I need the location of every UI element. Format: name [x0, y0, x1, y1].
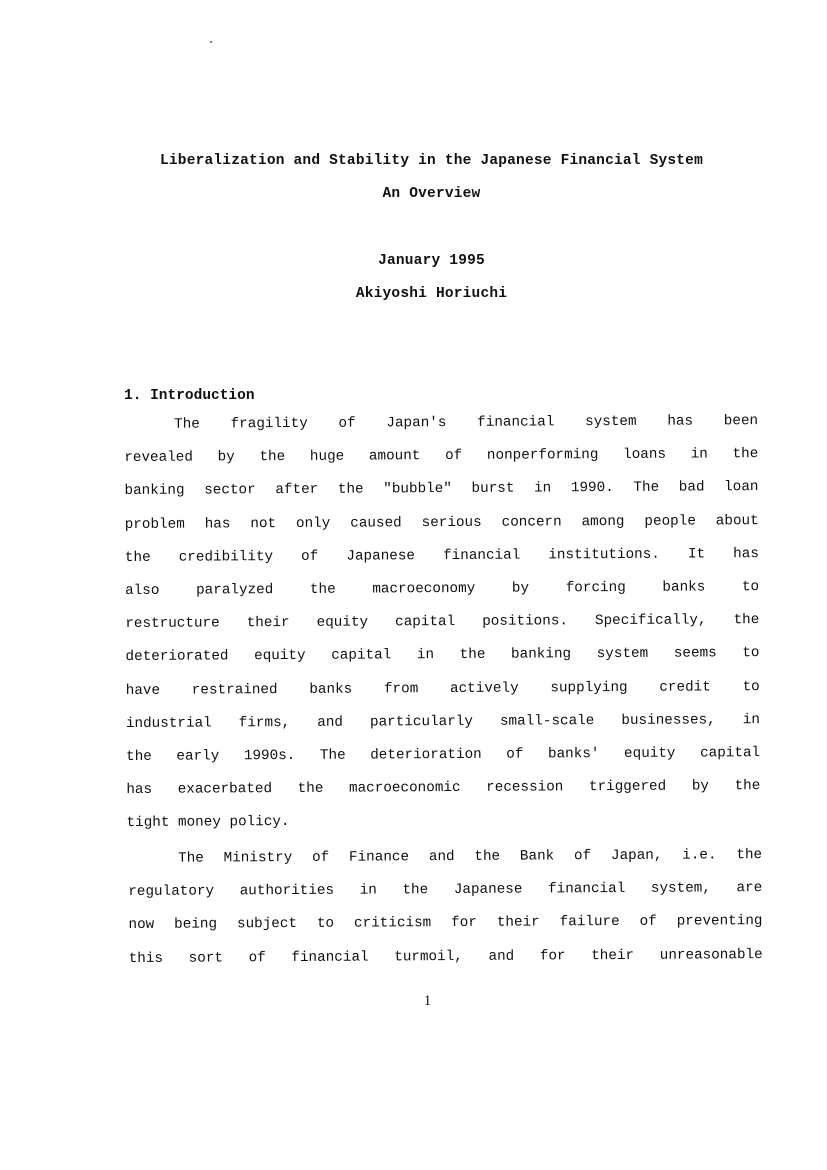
scan-speck: [210, 41, 212, 43]
document-date: January 1995: [378, 253, 485, 269]
paragraph-line: restructure their equity capital positions. Specifically, the: [125, 612, 760, 633]
paragraph-line: has exacerbated the macroeconomic recession triggered by the: [126, 778, 761, 799]
paragraph-line: this sort of financial turmoil, and for their unreasonable: [128, 946, 763, 967]
paragraph-line: The Ministry of Finance and the Bank of Japan, i.e. the: [178, 847, 763, 867]
paragraph-line: banking sector after the "bubble" burst in 1990. The bad loan: [124, 479, 759, 500]
paragraph-line: also paralyzed the macroeconomy by forcing banks to: [125, 579, 760, 599]
paragraph-line: deteriorated equity capital in the banking system seems to: [125, 645, 760, 666]
paragraph-line: tight money policy.: [126, 814, 290, 832]
document-subtitle: An Overview: [382, 186, 481, 202]
section-heading: 1. Introduction: [124, 388, 255, 404]
paragraph-1: [124, 405, 761, 840]
paragraph-2: [128, 839, 763, 976]
document-title: Liberalization and Stability in the Japanese Financial System: [160, 153, 703, 169]
page-number: 1: [423, 993, 432, 1009]
paragraph-line: the early 1990s. The deterioration of banks' equity capital: [126, 744, 761, 765]
paragraph-line: revealed by the huge amount of nonperforming loans in the: [124, 446, 759, 467]
document-author: Akiyoshi Horiuchi: [355, 286, 508, 302]
paragraph-line: have restrained banks from actively supplying credit to: [125, 678, 760, 699]
paragraph-line: now being subject to criticism for their failure of preventing: [128, 913, 763, 934]
paragraph-line: the credibility of Japanese financial institutions. It has: [124, 545, 759, 566]
paragraph-line: problem has not only caused serious concern among people about: [124, 512, 759, 533]
paragraph-line: The fragility of Japan's financial system has been: [174, 413, 759, 433]
paragraph-line: industrial firms, and particularly small-scale businesses, in: [125, 711, 760, 732]
paragraph-line: regulatory authorities in the Japanese financial system, are: [128, 880, 763, 901]
